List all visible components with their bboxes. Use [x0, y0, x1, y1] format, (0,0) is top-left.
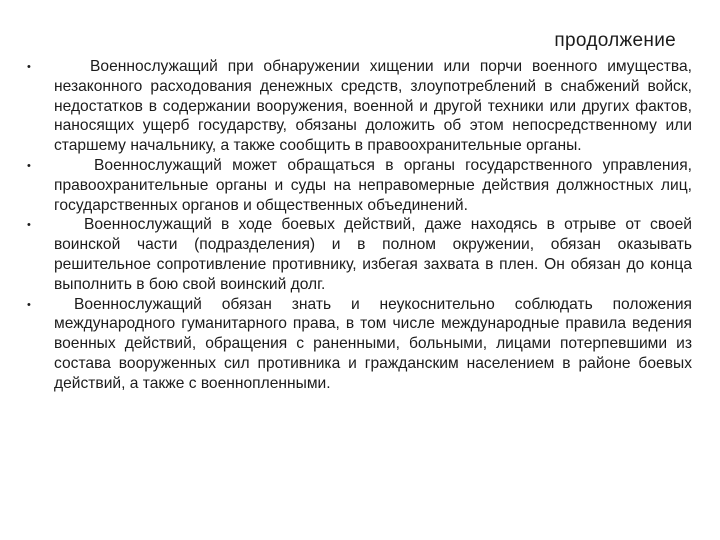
bullet-item-1	[27, 57, 692, 156]
bullet-icon: •	[27, 298, 31, 311]
bullet-item-4	[27, 295, 692, 394]
bullet-text-3: Военнослужащий в ходе боевых действий, даже находясь в отрыве от своей воинской части (подразделения) и в полном окружении, обязан оказывать решительное сопротивление противнику, избегая захвата в плен. Он обязан до конца выполнить в бою свой воинский долг.	[54, 216, 692, 293]
slide-title: продолжение	[554, 30, 676, 51]
bullet-text-2: Военнослужащий может обращаться в органы государственного управления, правоохранительные органы и суды на неправомерные действия должностных лиц, государственных органов и общественных объединений.	[54, 156, 692, 214]
bullet-text-1: Военнослужащий при обнаружении хищении или порчи военного имущества, незаконного расходования денежных средств, злоупотреблений в снабжений войск, недостатков в содержании вооружения, военной и другой техники или других фактов, наносящих ущерб государству, обязаны доложить об этом непосредственному или старшему начальнику, а также сообщить в правоохранительные органы.	[54, 58, 692, 155]
bullet-list	[27, 57, 692, 394]
bullet-item-3	[27, 215, 692, 294]
bullet-icon: •	[27, 219, 31, 232]
bullet-icon: •	[27, 61, 31, 73]
bullet-text-4: Военнослужащий обязан знать и неукоснительно соблюдать положения международного гуманитарного права, в том числе международные правила ведения военных действий, обращения с раненными, больными, лицами потерпевшими из состава вооруженных сил противника и гражданским населением в районе боевых действий, а также с военнопленными.	[54, 295, 692, 392]
bullet-icon: •	[27, 159, 31, 172]
bullet-item-2	[27, 156, 692, 215]
